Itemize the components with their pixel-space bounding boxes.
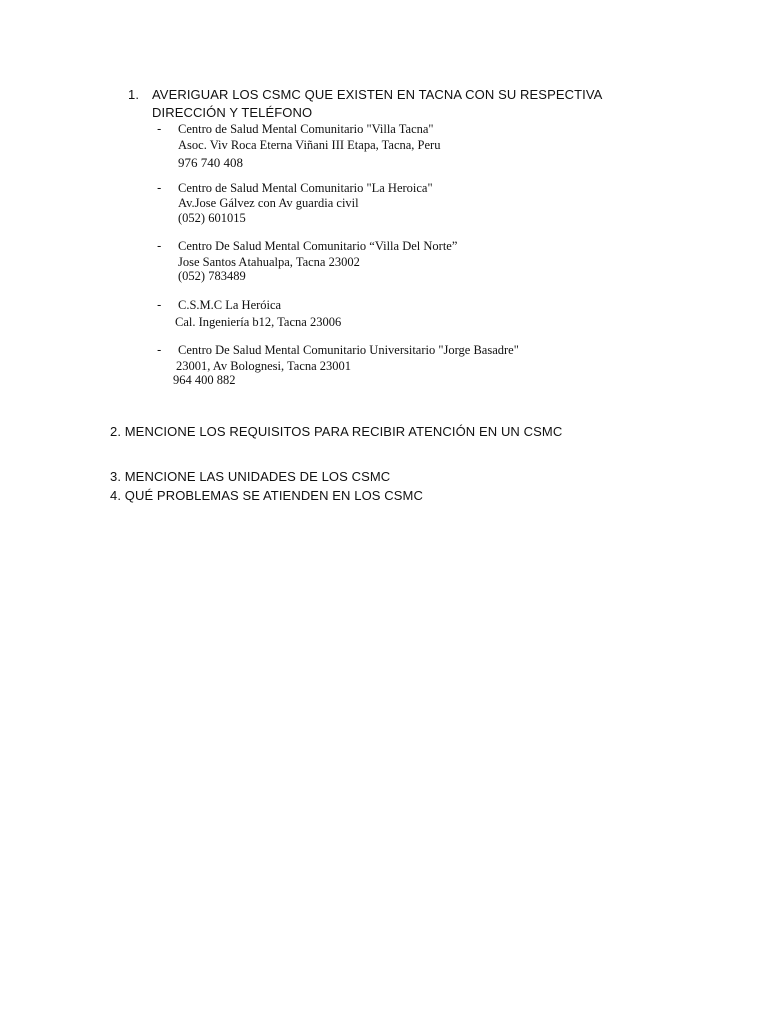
center-name: Centro De Salud Mental Comunitario “Villa Del Norte”	[178, 239, 458, 253]
q4-heading: 4. QUÉ PROBLEMAS SE ATIENDEN EN LOS CSMC	[110, 488, 423, 503]
center-name: C.S.M.C La Heróica	[178, 298, 282, 312]
center-name: Centro De Salud Mental Comunitario Universitario "Jorge Basadre"	[178, 343, 519, 357]
center-name: Centro de Salud Mental Comunitario "La Heroica"	[178, 181, 433, 195]
q2-heading: 2. MENCIONE LOS REQUISITOS PARA RECIBIR ATENCIÓN EN UN CSMC	[110, 424, 563, 439]
bullet-dash: -	[157, 238, 162, 253]
center-name: Centro de Salud Mental Comunitario "Villa Tacna"	[178, 122, 434, 136]
q1-heading-line2: DIRECCIÓN Y TELÉFONO	[152, 105, 313, 120]
bullet-dash: -	[157, 121, 162, 136]
center-address: Cal. Ingeniería b12, Tacna 23006	[175, 315, 342, 329]
center-phone: (052) 783489	[178, 269, 246, 283]
q1-number: 1.	[128, 87, 140, 102]
center-address: Jose Santos Atahualpa, Tacna 23002	[178, 255, 360, 269]
center-phone: 964 400 882	[173, 373, 236, 387]
bullet-dash: -	[157, 297, 162, 312]
center-phone: (052) 601015	[178, 211, 246, 225]
center-phone: 976 740 408	[178, 155, 243, 170]
q3-heading: 3. MENCIONE LAS UNIDADES DE LOS CSMC	[110, 469, 391, 484]
center-address: Av.Jose Gálvez con Av guardia civil	[178, 196, 359, 210]
q1-heading-line1: AVERIGUAR LOS CSMC QUE EXISTEN EN TACNA CON SU RESPECTIVA	[152, 87, 603, 102]
center-address: 23001, Av Bolognesi, Tacna 23001	[176, 359, 352, 373]
bullet-dash: -	[157, 342, 162, 357]
center-address: Asoc. Viv Roca Eterna Viñani III Etapa, Tacna, Peru	[178, 138, 441, 152]
bullet-dash: -	[157, 180, 162, 195]
